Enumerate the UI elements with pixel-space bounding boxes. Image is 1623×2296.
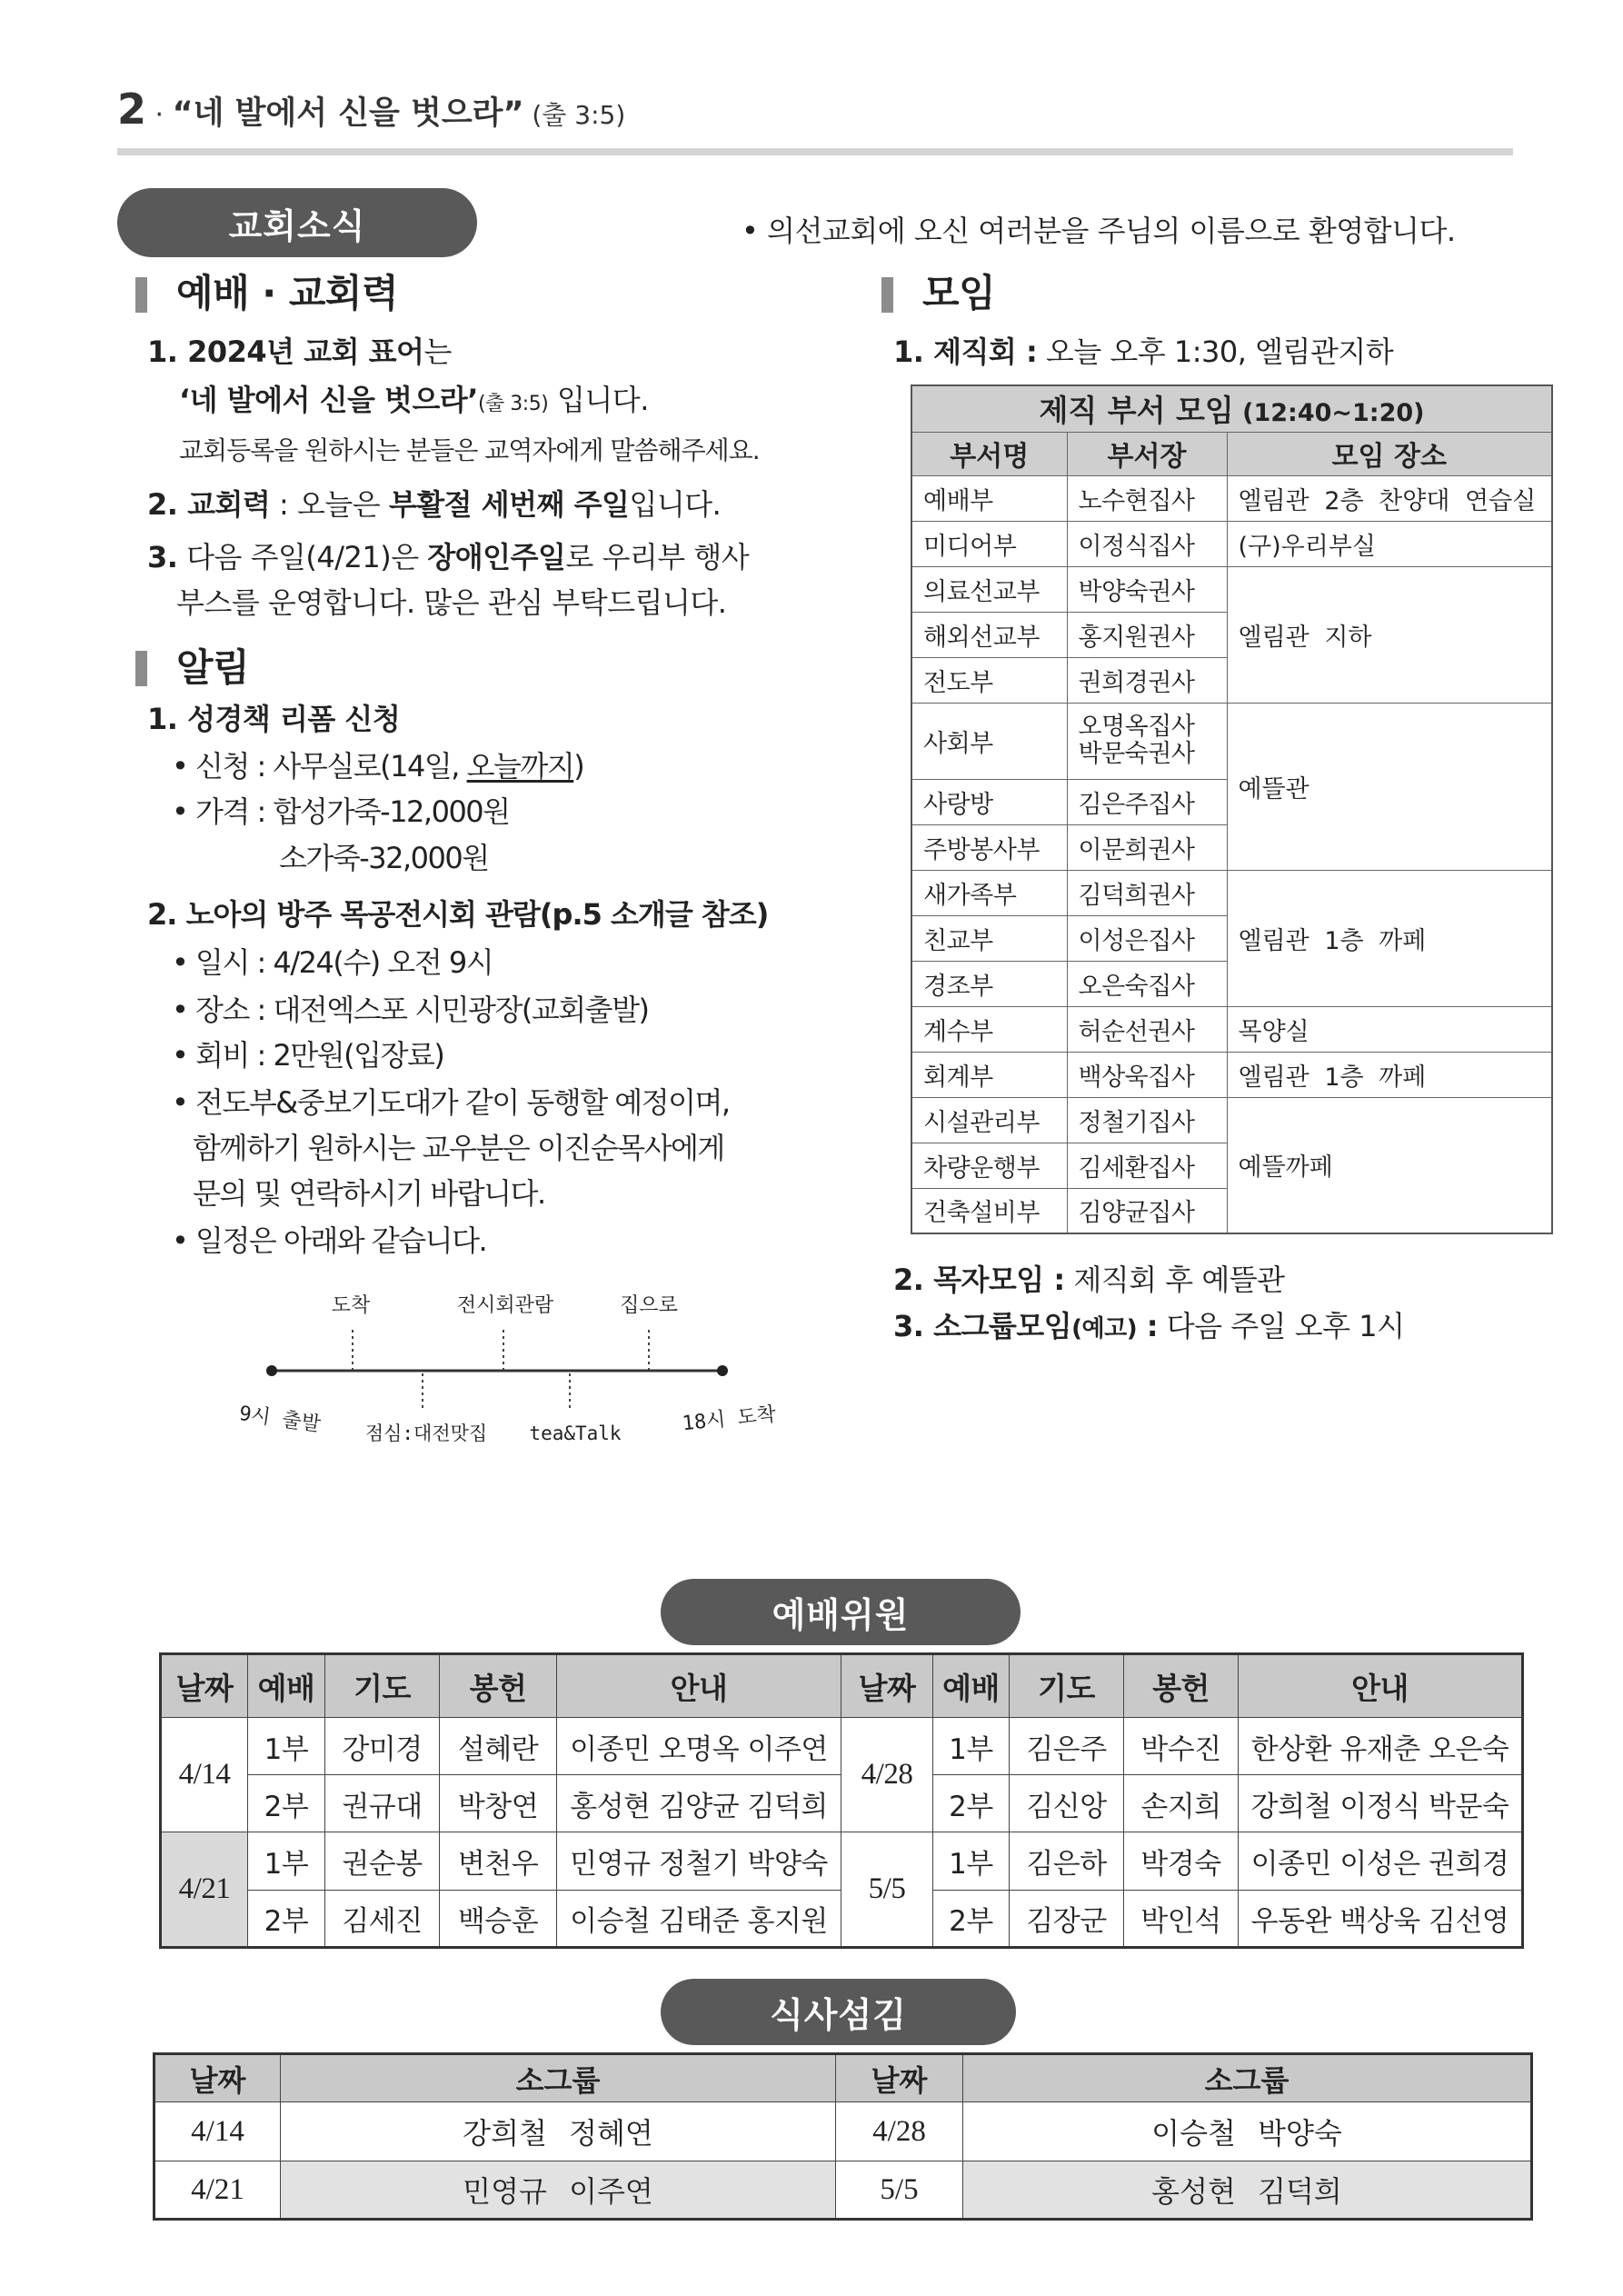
meal-header-row [154, 2054, 1532, 2102]
ark-place: • 장소 : 대전엑스포 시민광장(교회출발) [172, 993, 649, 1027]
dept-head: 박양숙권사 [1067, 566, 1227, 612]
dept-name: 계수부 [911, 1006, 1067, 1052]
worship-offering: 설혜란 [440, 1718, 557, 1775]
calendar-highlight: 부활절 세번째 주일 [388, 487, 630, 522]
welcome-text: • 의선교회에 오신 여러분을 주님의 이름으로 환영합니다. [742, 214, 1456, 248]
worship-usher: 이종민 오명옥 이주연 [557, 1718, 841, 1775]
header-offering: 봉헌 [440, 1654, 557, 1718]
dept-head: 권희경권사 [1067, 657, 1227, 703]
worship-usher: 우동완 백상욱 김선영 [1239, 1891, 1523, 1948]
bible-reform-title: 1. 성경책 리폼 신청 [147, 702, 401, 736]
heading-marker [135, 651, 147, 686]
dept-name: 사랑방 [911, 779, 1067, 824]
worship-service: 2부 [933, 1775, 1010, 1832]
header-usher: 안내 [557, 1654, 841, 1718]
table-row [911, 1097, 1552, 1143]
dept-head: 이정식집사 [1067, 521, 1227, 566]
motto-text: ‘네 발에서 신을 벗으라’ [179, 383, 478, 417]
header-small-group: 소그룹 [281, 2054, 836, 2102]
meal-date: 4/21 [154, 2161, 281, 2220]
smallgroup-colon: : [1137, 1309, 1159, 1343]
dept-name: 사회부 [911, 703, 1067, 779]
next-sunday-number: 3. [147, 540, 178, 574]
dept-name: 회계부 [911, 1052, 1067, 1097]
dept-table-title-text: 제직 부서 모임 [1039, 393, 1234, 429]
dept-head: 김양균집사 [1067, 1188, 1227, 1233]
dept-name: 해외선교부 [911, 612, 1067, 657]
header-separator: · [146, 99, 173, 131]
header-date: 날짜 [161, 1654, 248, 1718]
worship-offering: 박인석 [1124, 1891, 1239, 1948]
next-sunday-text-a: 다음 주일(4/21)은 [177, 540, 428, 574]
shepherd-label: 2. 목자모임 : [893, 1263, 1065, 1297]
worship-prayer: 권규대 [325, 1775, 440, 1832]
worship-prayer: 권순봉 [325, 1832, 440, 1891]
calendar-text-b: 입니다. [629, 487, 722, 522]
worship-service: 1부 [933, 1718, 1010, 1775]
timeline-label-arrive: 도착 [331, 1294, 371, 1317]
dept-table-header-row [911, 432, 1552, 475]
bible-apply-deadline: 오늘까지 [466, 749, 574, 784]
dept-place: 목양실 [1227, 1006, 1552, 1052]
timeline-label-tea: tea&Talk [529, 1423, 622, 1444]
smallgroup-meeting-line [893, 1309, 1405, 1343]
schedule-timeline [209, 1282, 791, 1463]
header-service: 예배 [933, 1654, 1010, 1718]
heading-marker [881, 277, 893, 313]
registration-note: 교회등록을 원하시는 분들은 교역자에게 말씀해주세요. [179, 435, 760, 465]
dept-name: 주방봉사부 [911, 824, 1067, 870]
worship-calendar-heading: 예배 · 교회력 [176, 271, 399, 315]
table-row [911, 521, 1552, 566]
church-calendar-line [147, 487, 722, 522]
worship-date: 4/14 [161, 1718, 248, 1832]
worship-offering: 박경숙 [1124, 1832, 1239, 1891]
table-row [911, 703, 1552, 779]
header-prayer: 기도 [325, 1654, 440, 1718]
worship-service: 1부 [248, 1832, 325, 1891]
worship-offering: 변천우 [440, 1832, 557, 1891]
table-row [161, 1832, 1523, 1891]
table-row [911, 1052, 1552, 1097]
worship-committee-pill: 예배위원 [661, 1579, 1021, 1645]
dept-place: 예뜰까페 [1227, 1097, 1552, 1233]
dept-header-head: 부서장 [1067, 432, 1227, 475]
calendar-label: 2. 교회력 [147, 487, 271, 522]
dept-place: 예뜰관 [1227, 703, 1552, 870]
header-date: 날짜 [836, 2054, 963, 2102]
dept-place: (구)우리부실 [1227, 521, 1552, 566]
dept-table-time: (12:40~1:20) [1233, 399, 1425, 428]
table-row [154, 2161, 1532, 2220]
worship-date: 5/5 [841, 1832, 933, 1948]
dept-head: 이성은집사 [1067, 915, 1227, 961]
dept-head: 이문희권사 [1067, 824, 1227, 870]
dept-place: 엘림관 지하 [1227, 566, 1552, 703]
worship-usher: 강희철 이정식 박문숙 [1239, 1775, 1523, 1832]
ark-exhibition-title: 2. 노아의 방주 목공전시회 관람(p.5 소개글 참조) [147, 897, 769, 932]
motto-intro-suffix: 는 [423, 334, 452, 369]
worship-usher: 이승철 김태준 홍지원 [557, 1891, 841, 1948]
dept-name: 예배부 [911, 475, 1067, 521]
dept-head: 김은주집사 [1067, 779, 1227, 824]
calendar-text-a: : 오늘은 [270, 487, 389, 522]
smallgroup-note: (예고) [1071, 1315, 1138, 1343]
worship-service: 2부 [933, 1891, 1010, 1948]
ark-schedule: • 일정은 아래와 같습니다. [172, 1223, 487, 1258]
notices-heading: 알림 [176, 645, 250, 690]
meal-service-pill: 식사섬김 [661, 1979, 1016, 2045]
header-reference: (출 3:5) [523, 100, 626, 130]
ark-note-1: • 전도부&중보기도대가 같이 동행할 예정이며, [172, 1085, 730, 1120]
dept-head: 오은숙집사 [1067, 961, 1227, 1006]
table-row [911, 566, 1552, 612]
dept-table-title-row [911, 385, 1552, 432]
timeline-label-home: 집으로 [620, 1294, 678, 1317]
bible-apply-text-a: • 신청 : 사무실로(14일, [172, 749, 467, 784]
timeline-label-depart: 9시 출발 [237, 1402, 323, 1437]
dept-name: 미디어부 [911, 521, 1067, 566]
next-sunday-line-2: 부스를 운영합니다. 많은 관심 부탁드립니다. [176, 585, 727, 620]
worship-offering: 백승훈 [440, 1891, 557, 1948]
motto-line [179, 385, 649, 416]
header-motto: “네 발에서 신을 벗으라” [172, 95, 524, 132]
worship-usher: 홍성현 김양균 김덕희 [557, 1775, 841, 1832]
dept-head [1067, 703, 1227, 779]
worship-usher: 이종민 이성은 권희경 [1239, 1832, 1523, 1891]
meal-group: 홍성현 김덕희 [963, 2161, 1532, 2220]
ark-date: • 일시 : 4/24(수) 오전 9시 [172, 945, 493, 980]
worship-offering: 박창연 [440, 1775, 557, 1832]
meal-group: 강희철 정혜연 [281, 2102, 836, 2161]
meal-date: 4/14 [154, 2102, 281, 2161]
shepherd-meeting-line [893, 1265, 1285, 1296]
bible-apply-line [172, 749, 584, 784]
worship-service: 2부 [248, 1891, 325, 1948]
shepherd-text: 제직회 후 예뜰관 [1064, 1263, 1285, 1297]
worship-committee-table [159, 1652, 1524, 1949]
worship-prayer: 강미경 [325, 1718, 440, 1775]
dept-name: 시설관리부 [911, 1097, 1067, 1143]
timeline-start-dot [266, 1365, 277, 1376]
table-row [911, 475, 1552, 521]
dept-header-place: 모임 장소 [1227, 432, 1552, 475]
next-sunday-highlight: 장애인주일 [427, 540, 566, 574]
council-line [893, 334, 1394, 369]
bible-price-2: 소가죽-32,000원 [279, 841, 489, 875]
worship-service: 1부 [248, 1718, 325, 1775]
table-row [911, 870, 1552, 915]
worship-date: 4/21 [161, 1832, 248, 1948]
table-row [161, 1718, 1523, 1775]
meal-group: 이승철 박양숙 [963, 2102, 1532, 2161]
header-offering: 봉헌 [1124, 1654, 1239, 1718]
ark-note-3: 문의 및 연락하시기 바랍니다. [193, 1176, 545, 1211]
dept-head: 김덕희권사 [1067, 870, 1227, 915]
header-service: 예배 [248, 1654, 325, 1718]
worship-offering: 손지희 [1124, 1775, 1239, 1832]
council-text: 오늘 오후 1:30, 엘림관지하 [1037, 334, 1394, 369]
worship-service: 2부 [248, 1775, 325, 1832]
meal-date: 5/5 [836, 2161, 963, 2220]
bible-price-1: • 가격 : 합성가죽-12,000원 [172, 794, 510, 829]
page-header [117, 87, 625, 132]
dept-name: 차량운행부 [911, 1143, 1067, 1188]
dept-name: 전도부 [911, 657, 1067, 703]
smallgroup-text: 다음 주일 오후 1시 [1158, 1309, 1405, 1343]
dept-head-first: 오명옥집사 [1078, 713, 1195, 742]
worship-usher: 민영규 정철기 박양숙 [557, 1832, 841, 1891]
timeline-label-return: 18시 도착 [681, 1403, 778, 1436]
motto-reference: (출 3:5) [477, 393, 549, 415]
next-sunday-line [147, 540, 750, 574]
page-number: 2 [117, 85, 147, 134]
dept-head: 노수현집사 [1067, 475, 1227, 521]
dept-head-second: 박문숙권사 [1078, 740, 1195, 768]
council-label: 1. 제직회 : [893, 334, 1038, 369]
motto-suffix: 입니다. [548, 383, 649, 417]
header-rule [117, 148, 1513, 155]
dept-name: 건축설비부 [911, 1188, 1067, 1233]
dept-head: 홍지원권사 [1067, 612, 1227, 657]
worship-offering: 박수진 [1124, 1718, 1239, 1775]
header-prayer: 기도 [1010, 1654, 1124, 1718]
dept-name: 친교부 [911, 915, 1067, 961]
dept-header-name: 부서명 [911, 432, 1067, 475]
timeline-label-lunch: 점심:대전맛집 [364, 1423, 488, 1444]
header-date: 날짜 [154, 2054, 281, 2102]
dept-name: 새가족부 [911, 870, 1067, 915]
dept-name: 의료선교부 [911, 566, 1067, 612]
worship-prayer: 김신앙 [1010, 1775, 1124, 1832]
meal-group: 민영규 이주연 [281, 2161, 836, 2220]
worship-service: 1부 [933, 1832, 1010, 1891]
news-section-pill: 교회소식 [117, 188, 477, 257]
ark-fee: • 회비 : 2만원(입장료) [172, 1038, 444, 1073]
worship-prayer: 김세진 [325, 1891, 440, 1948]
meetings-heading: 모임 [922, 271, 996, 315]
dept-head: 김세환집사 [1067, 1143, 1227, 1188]
worship-date: 4/28 [841, 1718, 933, 1832]
worship-prayer: 김은하 [1010, 1832, 1124, 1891]
meal-service-table [153, 2052, 1533, 2221]
worship-prayer: 김장군 [1010, 1891, 1124, 1948]
header-small-group: 소그룹 [963, 2054, 1532, 2102]
dept-place: 엘림관 1층 까페 [1227, 870, 1552, 1006]
worship-usher: 한상환 유재춘 오은숙 [1239, 1718, 1523, 1775]
dept-head: 정철기집사 [1067, 1097, 1227, 1143]
department-meeting-table [911, 384, 1553, 1234]
heading-marker [135, 277, 147, 313]
header-date: 날짜 [841, 1654, 933, 1718]
dept-place: 엘림관 2층 찬양대 연습실 [1227, 475, 1552, 521]
worship-prayer: 김은주 [1010, 1718, 1124, 1775]
motto-intro-line [147, 334, 452, 369]
table-row [911, 1006, 1552, 1052]
worship-header-row [161, 1654, 1523, 1718]
ark-note-2: 함께하기 원하시는 교우분은 이진순목사에게 [193, 1131, 724, 1165]
dept-head: 허순선권사 [1067, 1006, 1227, 1052]
smallgroup-label: 3. 소그룹모임 [893, 1309, 1072, 1343]
dept-head: 백상욱집사 [1067, 1052, 1227, 1097]
dept-name: 경조부 [911, 961, 1067, 1006]
meal-date: 4/28 [836, 2102, 963, 2161]
bible-apply-text-b: ) [573, 749, 584, 784]
timeline-label-exhibition: 전시회관람 [456, 1294, 554, 1317]
timeline-end-dot [717, 1365, 728, 1376]
table-row [154, 2102, 1532, 2161]
motto-intro: 1. 2024년 교회 표어 [147, 334, 424, 369]
header-usher: 안내 [1239, 1654, 1523, 1718]
next-sunday-text-b: 로 우리부 행사 [565, 540, 750, 574]
dept-place: 엘림관 1층 까페 [1227, 1052, 1552, 1097]
dept-table-title [911, 385, 1552, 432]
